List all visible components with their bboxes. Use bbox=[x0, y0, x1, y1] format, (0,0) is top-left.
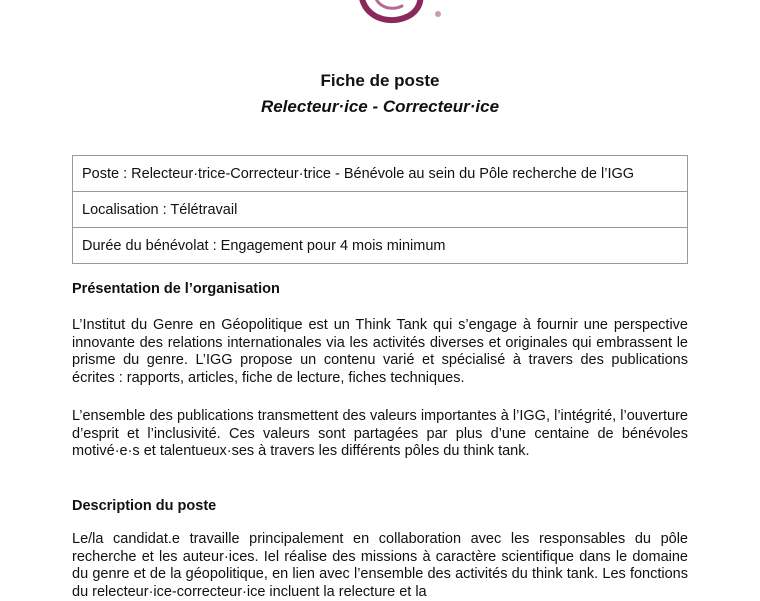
job-info-table bbox=[72, 155, 688, 264]
page-subtitle: Relecteur·ice - Correcteur·ice bbox=[260, 97, 500, 116]
organisation-paragraph-1: L’Institut du Genre en Géopolitique est un Think Tank qui s’engage à fournir une perspective innovante des relations internationales via les activités diverses et originales qui embrassent le prisme du genre. L’IGG propose un contenu varié et spécialisé à travers des publications écrites : rapports, articles, fiche de lecture, fiches techniques. bbox=[72, 317, 688, 386]
table-row bbox=[73, 192, 688, 228]
job-duration-cell: Durée du bénévolat : Engagement pour 4 mois minimum bbox=[73, 228, 688, 264]
logo-dot bbox=[435, 11, 441, 17]
section-heading-organisation: Présentation de l’organisation bbox=[72, 281, 280, 297]
job-position-cell: Poste : Relecteur·trice-Correcteur·trice - Bénévole au sein du Pôle recherche de l’IGG bbox=[73, 156, 688, 192]
organisation-logo bbox=[340, 0, 460, 26]
section-heading-poste: Description du poste bbox=[72, 498, 217, 514]
page-title: Fiche de poste bbox=[320, 71, 440, 90]
table-row bbox=[73, 228, 688, 264]
poste-paragraph-1: Le/la candidat.e travaille principalement en collaboration avec les responsables du pôle recherche et les auteur·ices. Iel réalise des missions à caractère scientifique dans le domaine du genre et de la géopolitique, en lien avec l’ensemble des activités du think tank. Les fonctions du relecteur·ice-correcteur·ice incluent la relecture et la bbox=[72, 531, 688, 600]
logo-swirl bbox=[362, 0, 421, 20]
organisation-paragraph-2: L’ensemble des publications transmettent des valeurs importantes à l’IGG, l’intégrité, l’ouverture d’esprit et l’inclusivité. Ces valeurs sont partagées par plus d’une centaine de bénévoles motivé·e·s et talentueux·ses à travers les différents pôles du think tank. bbox=[72, 408, 688, 459]
table-row bbox=[73, 156, 688, 192]
logo-swirl-inner bbox=[374, 0, 402, 8]
job-location-cell: Localisation : Télétravail bbox=[73, 192, 688, 228]
